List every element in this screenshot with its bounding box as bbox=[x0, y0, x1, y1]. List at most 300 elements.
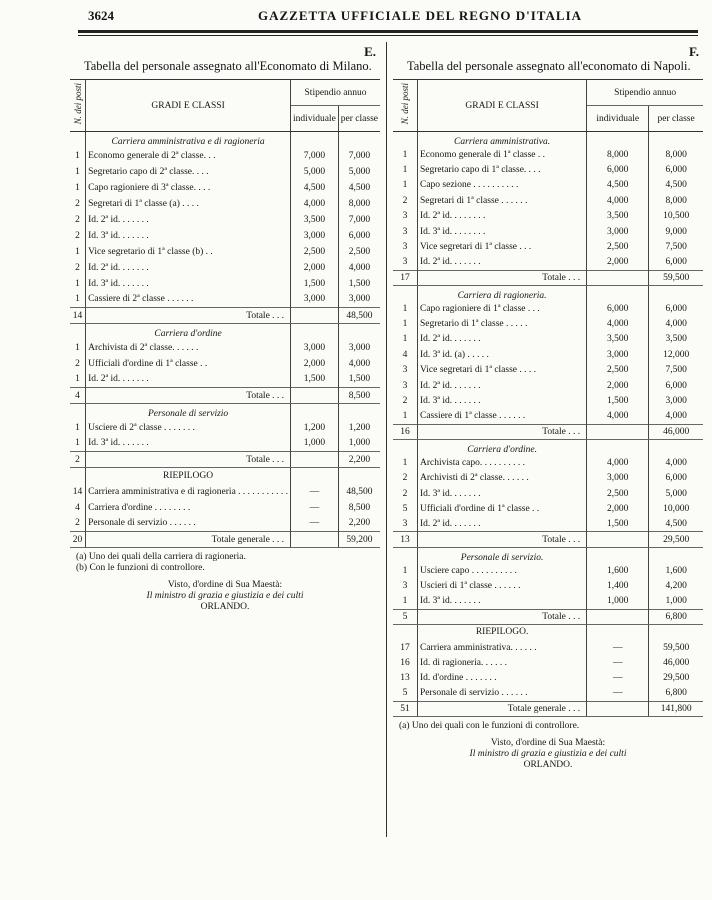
cell-class-total: 4,000 bbox=[665, 457, 687, 468]
cell-grade: Carriera amministrativa e di ragioneria . . . . . . . . . . . bbox=[86, 484, 291, 500]
table-row bbox=[70, 516, 380, 532]
table-row bbox=[393, 332, 703, 347]
cell-individual: 3,500 bbox=[587, 209, 649, 224]
cell-individual: 3,500 bbox=[587, 332, 649, 347]
cell-class-total: 8,000 bbox=[665, 149, 687, 160]
table-row bbox=[393, 578, 703, 593]
table-title: Tabella del personale assegnato all'Economato di Milano. bbox=[84, 59, 372, 73]
cell-class-total bbox=[649, 286, 703, 302]
cell-posts: 13 bbox=[393, 671, 418, 686]
table-row bbox=[393, 193, 703, 208]
table-row bbox=[70, 372, 380, 388]
cell-grade: Usciere di 2ª classe . . . . . . . bbox=[86, 420, 291, 436]
cell-posts: 1 bbox=[393, 455, 418, 470]
cell-posts bbox=[393, 547, 418, 563]
cell-grade: Ufficiali d'ordine di 1ª classe . . bbox=[86, 356, 291, 372]
cell-individual: 1,500 bbox=[291, 372, 339, 388]
cell-posts bbox=[393, 440, 418, 456]
personnel-table bbox=[393, 79, 703, 717]
cell-class-total: 3,500 bbox=[665, 334, 687, 345]
cell-individual: 5,000 bbox=[291, 164, 339, 180]
cell-individual bbox=[587, 701, 649, 716]
cell-class-total: 4,000 bbox=[348, 358, 371, 369]
cell-posts: 1 bbox=[393, 594, 418, 609]
cell-individual: 4,000 bbox=[587, 455, 649, 470]
cell-posts: 2 bbox=[70, 356, 86, 372]
cell-class-total bbox=[649, 440, 703, 456]
table-row bbox=[393, 455, 703, 470]
cell-class-total: 6,000 bbox=[665, 473, 687, 484]
cell-individual: 1,000 bbox=[587, 594, 649, 609]
cell-posts: 1 bbox=[393, 178, 418, 193]
col-salary-header: Stipendio annuo bbox=[587, 80, 703, 106]
cell-posts: 3 bbox=[393, 378, 418, 393]
cell-individual: 2,000 bbox=[587, 501, 649, 516]
cell-grade: Carriera d'ordine. bbox=[418, 440, 587, 456]
cell-grade: Segretari di 1ª classe . . . . . . bbox=[418, 193, 587, 208]
cell-grade: Personale di servizio. bbox=[418, 547, 587, 563]
cell-individual: — bbox=[291, 516, 339, 532]
cell-posts: 1 bbox=[70, 436, 86, 452]
cell-class-total: 8,500 bbox=[338, 388, 380, 404]
cell-posts: 3 bbox=[393, 239, 418, 254]
cell-individual: 2,000 bbox=[587, 255, 649, 270]
cell-grade: Id. di ragioneria. . . . . . bbox=[418, 655, 587, 670]
signature-block bbox=[70, 580, 380, 613]
page-number: 3624 bbox=[88, 8, 114, 23]
cell-individual bbox=[587, 547, 649, 563]
cell-individual bbox=[291, 388, 339, 404]
table-row bbox=[393, 409, 703, 424]
cell-posts: 2 bbox=[70, 196, 86, 212]
cell-posts bbox=[393, 624, 418, 639]
cell-individual bbox=[291, 308, 339, 324]
cell-individual: 6,000 bbox=[587, 162, 649, 177]
cell-individual: 1,600 bbox=[587, 563, 649, 578]
cell-class-total: 7,000 bbox=[348, 150, 371, 161]
cell-grade: Cassiere di 1ª classe . . . . . . bbox=[418, 409, 587, 424]
cell-posts: 16 bbox=[393, 424, 418, 439]
col-number-header: N. dei posti bbox=[393, 80, 418, 132]
cell-class-total: 4,500 bbox=[665, 180, 687, 191]
cell-class-total: 2,500 bbox=[348, 246, 371, 257]
cell-individual: — bbox=[291, 500, 339, 516]
cell-class-total: 2,200 bbox=[348, 518, 371, 529]
cell-class-total: 1,200 bbox=[348, 422, 371, 433]
cell-posts: 3 bbox=[393, 224, 418, 239]
cell-individual: 3,000 bbox=[587, 470, 649, 485]
col-class-header: per classe bbox=[338, 106, 380, 132]
cell-class-total: 8,500 bbox=[348, 502, 371, 513]
cell-individual: 4,000 bbox=[587, 316, 649, 331]
cell-posts: 5 bbox=[393, 501, 418, 516]
signature-block bbox=[393, 738, 703, 771]
cell-class-total: 48,500 bbox=[338, 308, 380, 324]
cell-grade: RIEPILOGO bbox=[86, 468, 291, 484]
signature-line: Il ministro di grazia e giustizia e dei culti bbox=[469, 749, 627, 760]
table-row bbox=[70, 276, 380, 292]
cell-individual: 3,000 bbox=[291, 228, 339, 244]
cell-grade: Segretario di 1ª classe . . . . . bbox=[418, 316, 587, 331]
newspaper-masthead: GAZZETTA UFFICIALE DEL REGNO D'ITALIA bbox=[258, 8, 583, 23]
total-row bbox=[393, 532, 703, 547]
cell-individual bbox=[587, 609, 649, 624]
cell-grade: Id. 3ª id. . . . . . . bbox=[418, 594, 587, 609]
table-row bbox=[393, 671, 703, 686]
cell-posts bbox=[393, 286, 418, 302]
cell-posts: 1 bbox=[70, 164, 86, 180]
table-row bbox=[70, 356, 380, 372]
cell-posts: 3 bbox=[393, 517, 418, 532]
cell-posts: 1 bbox=[70, 292, 86, 308]
table-row bbox=[393, 301, 703, 316]
footnote: (b) Con le funzioni di controllore. bbox=[76, 563, 205, 573]
cell-class-total: 7,000 bbox=[348, 214, 371, 225]
cell-class-total: 6,800 bbox=[665, 688, 687, 699]
signature-line: Visto, d'ordine di Sua Maestà: bbox=[167, 580, 283, 590]
cell-individual bbox=[291, 452, 339, 468]
cell-class-total bbox=[649, 132, 703, 148]
table-row bbox=[393, 316, 703, 331]
cell-grade: Id. 2ª id. . . . . . . bbox=[418, 332, 587, 347]
cell-class-total: 6,000 bbox=[665, 165, 687, 176]
cell-individual bbox=[587, 624, 649, 639]
cell-individual: 7,000 bbox=[291, 148, 339, 164]
cell-class-total: 1,500 bbox=[348, 278, 371, 289]
cell-class-total: 10,500 bbox=[663, 211, 690, 222]
cell-individual: 8,000 bbox=[587, 147, 649, 162]
cell-posts: 2 bbox=[393, 193, 418, 208]
col-grade-header: GRADI E CLASSI bbox=[418, 80, 587, 132]
cell-individual: 3,000 bbox=[587, 347, 649, 362]
cell-class-total: 4,200 bbox=[665, 580, 687, 591]
cell-class-total: 6,000 bbox=[665, 380, 687, 391]
cell-individual bbox=[587, 532, 649, 547]
cell-class-total: 1,600 bbox=[665, 565, 687, 576]
cell-grade: Id. 2ª id. . . . . . . . bbox=[418, 209, 587, 224]
cell-grade: Carriera d'ordine . . . . . . . . bbox=[86, 500, 291, 516]
cell-class-total: 46,000 bbox=[663, 657, 690, 668]
cell-grade: Id. 2ª id. . . . . . . bbox=[418, 517, 587, 532]
cell-individual: 4,000 bbox=[291, 196, 339, 212]
cell-grade: Totale . . . bbox=[418, 270, 587, 285]
cell-grade: Capo ragioniere di 1ª classe . . . bbox=[418, 301, 587, 316]
cell-individual: 3,500 bbox=[291, 212, 339, 228]
table-letter: F. bbox=[689, 44, 699, 59]
col-class-header: per classe bbox=[649, 106, 703, 132]
cell-class-total: 1,500 bbox=[348, 374, 371, 385]
table-row bbox=[393, 470, 703, 485]
total-row bbox=[70, 452, 380, 468]
cell-individual: 3,000 bbox=[291, 340, 339, 356]
cell-individual: 1,000 bbox=[291, 436, 339, 452]
cell-posts: 1 bbox=[393, 316, 418, 331]
cell-individual: 2,000 bbox=[291, 260, 339, 276]
cell-class-total: 1,000 bbox=[348, 438, 371, 449]
col-individual-header: individuale bbox=[587, 106, 649, 132]
cell-posts: 4 bbox=[70, 500, 86, 516]
cell-posts: 5 bbox=[393, 686, 418, 701]
table-row bbox=[393, 594, 703, 609]
table-row bbox=[70, 420, 380, 436]
cell-grade: Economo generale di 1ª classe . . bbox=[418, 147, 587, 162]
cell-grade: Economo generale di 2ª classe. . . bbox=[86, 148, 291, 164]
cell-class-total: 4,000 bbox=[665, 319, 687, 330]
signature-line: Visto, d'ordine di Sua Maestà: bbox=[490, 738, 606, 749]
cell-posts: 1 bbox=[393, 301, 418, 316]
section-heading-row bbox=[393, 132, 703, 148]
table-row bbox=[393, 239, 703, 254]
cell-grade: Totale generale . . . bbox=[418, 701, 587, 716]
section-heading-row bbox=[393, 286, 703, 302]
cell-posts: 17 bbox=[393, 640, 418, 655]
header-rule-thin bbox=[78, 35, 698, 36]
cell-posts: 14 bbox=[70, 308, 86, 324]
table-row bbox=[70, 260, 380, 276]
summary-heading-row bbox=[393, 624, 703, 639]
total-row bbox=[393, 701, 703, 716]
footnote: (a) Uno dei quali con le funzioni di controllore. bbox=[399, 721, 580, 732]
table-row bbox=[70, 196, 380, 212]
cell-grade: Uscieri di 1ª classe . . . . . . bbox=[418, 578, 587, 593]
cell-grade: Totale . . . bbox=[86, 452, 291, 468]
cell-posts bbox=[70, 468, 86, 484]
cell-grade: RIEPILOGO. bbox=[418, 624, 587, 639]
cell-individual: 2,500 bbox=[291, 244, 339, 260]
cell-class-total: 59,500 bbox=[649, 270, 703, 285]
table-row bbox=[70, 244, 380, 260]
table-f-column bbox=[393, 44, 703, 771]
cell-class-total: 12,000 bbox=[663, 349, 690, 360]
cell-posts: 1 bbox=[70, 340, 86, 356]
col-number-header: N. dei posti bbox=[70, 80, 86, 132]
cell-posts: 3 bbox=[393, 578, 418, 593]
cell-class-total: 10,000 bbox=[663, 503, 690, 514]
table-row bbox=[393, 347, 703, 362]
signature-name: ORLANDO. bbox=[523, 760, 573, 771]
cell-grade: Totale . . . bbox=[418, 532, 587, 547]
cell-grade: Id. 3ª id. . . . . . . bbox=[86, 276, 291, 292]
cell-individual bbox=[291, 324, 339, 340]
table-row bbox=[70, 212, 380, 228]
footnote: (a) Uno dei quali della carriera di ragioneria. bbox=[76, 552, 246, 562]
cell-grade: Id. 2ª id. . . . . . . bbox=[86, 372, 291, 388]
cell-individual: 3,000 bbox=[291, 292, 339, 308]
col-grade-header: GRADI E CLASSI bbox=[86, 80, 291, 132]
cell-posts: 2 bbox=[70, 228, 86, 244]
personnel-table bbox=[70, 79, 380, 548]
cell-posts: 1 bbox=[70, 180, 86, 196]
table-row bbox=[70, 180, 380, 196]
cell-grade: Archivista capo. . . . . . . . . . bbox=[418, 455, 587, 470]
cell-class-total: 141,800 bbox=[649, 701, 703, 716]
cell-grade: Id. 3ª id. . . . . . . bbox=[418, 486, 587, 501]
table-row bbox=[393, 486, 703, 501]
cell-posts: 2 bbox=[70, 516, 86, 532]
cell-individual: 4,000 bbox=[587, 193, 649, 208]
cell-posts: 2 bbox=[70, 452, 86, 468]
table-e-column bbox=[70, 44, 380, 613]
cell-individual: 2,000 bbox=[587, 378, 649, 393]
table-row bbox=[393, 655, 703, 670]
section-heading-row bbox=[70, 324, 380, 340]
cell-individual: 2,500 bbox=[587, 486, 649, 501]
cell-individual: — bbox=[587, 686, 649, 701]
column-divider bbox=[386, 42, 387, 837]
cell-grade: Vice segretari di 1ª classe . . . . bbox=[418, 363, 587, 378]
table-row bbox=[393, 209, 703, 224]
cell-grade: Ufficiali d'ordine di 1ª classe . . bbox=[418, 501, 587, 516]
cell-grade: Totale generale . . . bbox=[86, 532, 291, 548]
total-row bbox=[393, 424, 703, 439]
cell-posts: 20 bbox=[70, 532, 86, 548]
cell-posts: 1 bbox=[70, 420, 86, 436]
cell-grade: Totale . . . bbox=[418, 609, 587, 624]
cell-class-total: 9,000 bbox=[665, 226, 687, 237]
footnotes bbox=[76, 552, 380, 574]
cell-posts: 1 bbox=[70, 244, 86, 260]
cell-individual: 2,000 bbox=[291, 356, 339, 372]
section-heading-row bbox=[70, 132, 380, 148]
cell-individual: 1,500 bbox=[587, 393, 649, 408]
cell-class-total: 48,500 bbox=[346, 486, 373, 497]
table-row bbox=[393, 255, 703, 270]
cell-class-total bbox=[649, 547, 703, 563]
cell-grade: Id. d'ordine . . . . . . . bbox=[418, 671, 587, 686]
cell-class-total: 4,000 bbox=[348, 262, 371, 273]
table-row bbox=[70, 340, 380, 356]
cell-class-total: 7,500 bbox=[665, 365, 687, 376]
cell-class-total: 4,500 bbox=[348, 182, 371, 193]
cell-grade: Vice segretari di 1ª classe . . . bbox=[418, 239, 587, 254]
cell-grade: Personale di servizio . . . . . . bbox=[86, 516, 291, 532]
cell-posts: 1 bbox=[70, 372, 86, 388]
cell-class-total: 3,000 bbox=[348, 294, 371, 305]
cell-posts: 3 bbox=[393, 255, 418, 270]
total-row bbox=[393, 609, 703, 624]
table-row bbox=[393, 378, 703, 393]
table-row bbox=[393, 363, 703, 378]
cell-posts bbox=[70, 404, 86, 420]
table-row bbox=[70, 228, 380, 244]
cell-grade: Id. 2ª id. . . . . . . bbox=[418, 255, 587, 270]
cell-posts: 17 bbox=[393, 270, 418, 285]
cell-grade: Carriera amministrativa. bbox=[418, 132, 587, 148]
cell-individual bbox=[291, 132, 339, 148]
table-row bbox=[70, 500, 380, 516]
cell-posts bbox=[393, 132, 418, 148]
cell-grade: Id. 2ª id. . . . . . . bbox=[86, 260, 291, 276]
table-letter: E. bbox=[364, 44, 376, 59]
cell-class-total bbox=[338, 132, 380, 148]
cell-grade: Segretari di 1ª classe (a) . . . . bbox=[86, 196, 291, 212]
cell-individual: 1,500 bbox=[587, 517, 649, 532]
cell-posts: 2 bbox=[393, 486, 418, 501]
cell-grade: Id. 3ª id. . . . . . . bbox=[86, 228, 291, 244]
cell-posts: 51 bbox=[393, 701, 418, 716]
cell-grade: Id. 3ª id. . . . . . . bbox=[418, 393, 587, 408]
cell-individual: — bbox=[587, 655, 649, 670]
cell-class-total: 59,500 bbox=[663, 642, 690, 653]
cell-posts: 16 bbox=[393, 655, 418, 670]
cell-grade: Capo ragioniere di 3ª classe. . . . bbox=[86, 180, 291, 196]
cell-grade: Totale . . . bbox=[86, 308, 291, 324]
cell-class-total: 5,000 bbox=[665, 488, 687, 499]
cell-grade: Id. 3ª id. (a) . . . . . bbox=[418, 347, 587, 362]
cell-individual: 1,500 bbox=[291, 276, 339, 292]
cell-grade: Carriera di ragioneria. bbox=[418, 286, 587, 302]
cell-class-total bbox=[338, 404, 380, 420]
signature-line: Il ministro di grazia e giustizia e dei culti bbox=[146, 591, 304, 601]
cell-posts: 3 bbox=[393, 363, 418, 378]
cell-class-total bbox=[649, 624, 703, 639]
cell-grade: Usciere capo . . . . . . . . . . bbox=[418, 563, 587, 578]
cell-class-total: 6,000 bbox=[665, 303, 687, 314]
cell-posts: 2 bbox=[393, 393, 418, 408]
table-row bbox=[393, 393, 703, 408]
cell-grade: Totale . . . bbox=[418, 424, 587, 439]
cell-grade: Personale di servizio bbox=[86, 404, 291, 420]
cell-individual bbox=[587, 286, 649, 302]
cell-grade: Vice segretario di 1ª classe (b) . . bbox=[86, 244, 291, 260]
footnotes bbox=[399, 721, 703, 732]
summary-heading-row bbox=[70, 468, 380, 484]
cell-class-total: 29,500 bbox=[649, 532, 703, 547]
cell-individual: 4,500 bbox=[587, 178, 649, 193]
table-row bbox=[393, 563, 703, 578]
table-row bbox=[70, 164, 380, 180]
cell-individual bbox=[587, 440, 649, 456]
cell-individual bbox=[587, 132, 649, 148]
cell-individual: 6,000 bbox=[587, 301, 649, 316]
cell-class-total: 3,000 bbox=[348, 342, 371, 353]
cell-grade: Carriera amministrativa. . . . . . bbox=[418, 640, 587, 655]
cell-grade: Capo sezione . . . . . . . . . . bbox=[418, 178, 587, 193]
cell-class-total: 5,000 bbox=[348, 166, 371, 177]
signature-name: ORLANDO. bbox=[200, 602, 250, 612]
cell-grade: Segretario capo di 1ª classe. . . . bbox=[418, 162, 587, 177]
total-row bbox=[70, 388, 380, 404]
total-row bbox=[70, 308, 380, 324]
cell-individual bbox=[291, 404, 339, 420]
cell-class-total: 2,200 bbox=[338, 452, 380, 468]
cell-individual: — bbox=[587, 671, 649, 686]
table-row bbox=[393, 162, 703, 177]
cell-posts: 4 bbox=[393, 347, 418, 362]
cell-posts: 1 bbox=[393, 147, 418, 162]
table-row bbox=[393, 686, 703, 701]
section-heading-row bbox=[393, 547, 703, 563]
cell-grade: Personale di servizio . . . . . . bbox=[418, 686, 587, 701]
cell-grade: Id. 2ª id. . . . . . . bbox=[418, 378, 587, 393]
table-row bbox=[393, 224, 703, 239]
table-row bbox=[393, 178, 703, 193]
cell-class-total: 29,500 bbox=[663, 673, 690, 684]
cell-posts: 2 bbox=[393, 470, 418, 485]
cell-grade: Id. 3ª id. . . . . . . . bbox=[418, 224, 587, 239]
cell-grade: Totale . . . bbox=[86, 388, 291, 404]
cell-posts: 14 bbox=[70, 484, 86, 500]
cell-class-total: 46,000 bbox=[649, 424, 703, 439]
cell-individual bbox=[587, 424, 649, 439]
total-row bbox=[70, 532, 380, 548]
table-row bbox=[70, 436, 380, 452]
cell-class-total: 8,000 bbox=[665, 195, 687, 206]
cell-posts: 2 bbox=[70, 212, 86, 228]
table-row bbox=[393, 640, 703, 655]
cell-posts: 1 bbox=[393, 162, 418, 177]
cell-posts: 1 bbox=[393, 409, 418, 424]
